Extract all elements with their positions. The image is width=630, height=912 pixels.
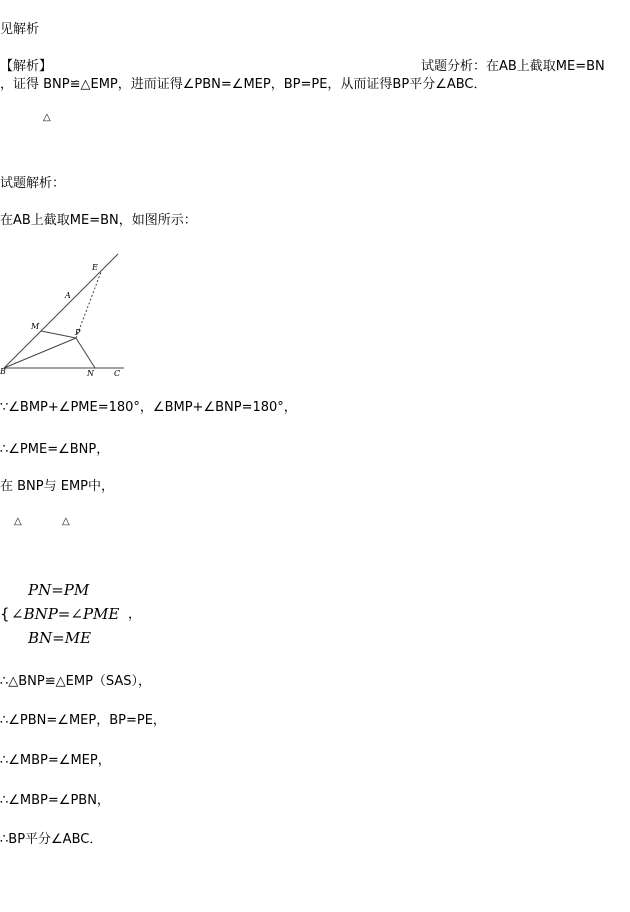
triangle-symbol: △ <box>43 112 51 123</box>
step-3: 在 BNP与 EMP中， <box>0 479 115 494</box>
step-5: ∴∠PBN=∠MEP，BP=PE， <box>0 713 166 728</box>
label-N: N <box>87 369 94 378</box>
step-6: ∴∠MBP=∠MEP， <box>0 753 111 768</box>
step-1: ∵∠BMP+∠PME=180°，∠BMP+∠BNP=180°， <box>0 400 297 415</box>
step-7: ∴∠MBP=∠PBN， <box>0 793 110 808</box>
construction-line: 在AB上截取ME=BN，如图所示： <box>0 213 197 228</box>
equation-3: BN=ME <box>28 629 92 647</box>
triangle-symbol-bnp: △ <box>14 516 22 527</box>
geometry-figure <box>0 248 130 380</box>
answer-line: 见解析 <box>0 22 40 37</box>
equation-1: PN=PM <box>28 581 90 599</box>
analysis-text: 试题分析：在AB上截取ME=BN <box>421 59 605 74</box>
equation-2: ∠BNP=∠PME <box>11 605 120 623</box>
step-4: ∴△BNP≌△EMP（SAS）， <box>0 674 152 689</box>
label-E: E <box>92 263 98 272</box>
step-8: ∴BP平分∠ABC． <box>0 832 103 847</box>
system-comma: ， <box>128 607 142 622</box>
step-2: ∴∠PME=∠BNP， <box>0 442 110 457</box>
solution-header: 试题解析： <box>0 176 66 191</box>
analysis-header: 【解析】 <box>0 59 53 74</box>
label-M: M <box>31 322 40 331</box>
proof-summary: ，证得 BNP≌△EMP，进而证得∠PBN=∠MEP，BP=PE，从而证得BP平分∠ABC． <box>0 77 487 92</box>
label-C: C <box>114 369 121 378</box>
triangle-symbol-emp: △ <box>62 516 70 527</box>
label-P: P <box>75 328 81 337</box>
system-brace: { <box>0 605 10 623</box>
label-A: A <box>65 291 71 300</box>
label-B: B <box>0 367 6 376</box>
